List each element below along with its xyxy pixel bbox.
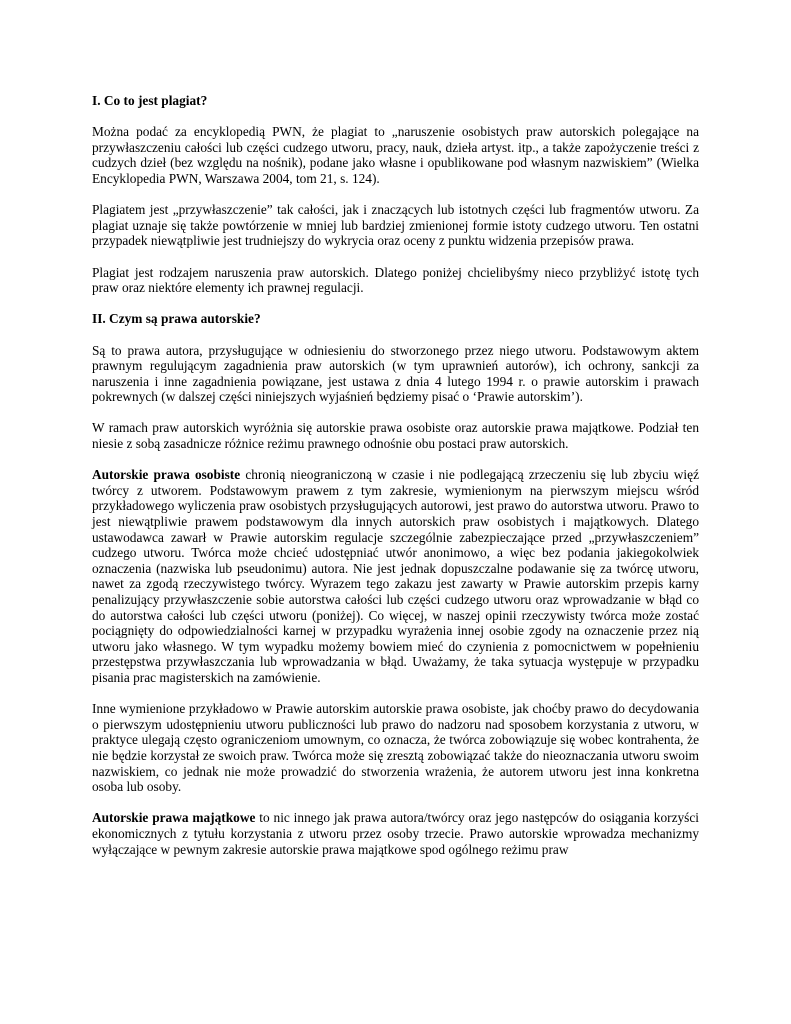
document-page bbox=[92, 93, 699, 873]
section-2-paragraph-definition: Są to prawa autora, przysługujące w odniesieniu do stworzonego przez niego utworu. Podstawowym aktem prawnym regulującym zagadnienia praw autorskich (w tym uprawnień autorów), ich ochrony, sankcji za naruszenia i inne zagadnienia powiązane, jest ustawa z dnia 4 lutego 1994 r. o prawie autorskim i prawach pokrewnych (w dalszej części niniejszych wyjaśnień będziemy pisać o ‘Prawie autorskim’). bbox=[92, 342, 699, 405]
section-2-paragraph-other-rights: Inne wymienione przykładowo w Prawie autorskim autorskie prawa osobiste, jak choćby prawo do decydowania o pierwszym udostępnieniu utworu publiczności lub prawo do nadzoru nad sposobem korzystania z utworu, w praktyce ulegają często ograniczeniom umownym, co oznacza, że twórca zobowiązuje się wobec kontrahenta, że nie będzie korzystał ze swoich praw. Twórca może się zresztą zobowiązać także do nieoznaczania utworu swoim nazwiskiem, co jednak nie może prowadzić do stworzenia wrażenia, że autorem utworu jest inna konkretna osoba lub osoby. bbox=[92, 701, 699, 795]
section-1-paragraph-scope: Plagiatem jest „przywłaszczenie” tak całości, jak i znaczących lub istotnych części lub fragmentów utworu. Za plagiat uznaje się także powtórzenie w mniej lub bardziej zmienionej formie istoty cudzego utworu. Ten ostatni przypadek niewątpliwie jest trudniejszy do wykrycia oraz oceny z punktu widzenia przepisów prawa. bbox=[92, 202, 699, 249]
section-1-paragraph-definition: Można podać za encyklopedią PWN, że plagiat to „naruszenie osobistych praw autorskich polegające na przywłaszczeniu całości lub części cudzego utworu, pracy, nauk, dzieła artyst. itp., a także zapożyczenie treści z cudzych dzieł (bez względu na nośnik), podane jako własne i opublikowane pod własnym nazwiskiem” (Wielka Encyklopedia PWN, Warszawa 2004, tom 21, s. 124). bbox=[92, 124, 699, 186]
personal-rights-term: Autorskie prawa osobiste bbox=[92, 467, 241, 483]
section-2-paragraph-division: W ramach praw autorskich wyróżnia się autorskie prawa osobiste oraz autorskie prawa majątkowe. Podział ten niesie z sobą zasadnicze różnice reżimu prawnego odnośnie obu postaci praw autorskich. bbox=[92, 420, 699, 452]
section-1-paragraph-intro: Plagiat jest rodzajem naruszenia praw autorskich. Dlatego poniżej chcielibyśmy nieco przybliżyć istotę tych praw oraz niektóre elementy ich prawnej regulacji. bbox=[92, 264, 699, 296]
section-2-paragraph-personal-rights bbox=[92, 467, 699, 685]
property-rights-text: to nic innego jak prawa autora/twórcy oraz jego następców do osiągania korzyści ekonomicznych z tytułu korzystania z utworu przez osoby trzecie. Prawo autorskie wprowadza mechanizmy wyłączające w pewnym zakresie autorskie prawa majątkowe spod ogólnego reżimu praw bbox=[92, 810, 699, 857]
personal-rights-text: chronią nieograniczoną w czasie i nie podlegającą zrzeczeniu się lub zbyciu więź twórcy z utworem. Podstawowym prawem z tym zakresie, wymienionym na pierwszym miejscu wśród przykładowego wyliczenia praw osobistych przysługujących autorowi, jest prawo do autorstwa utworu. Prawo to jest niewątpliwie prawem podstawowym dla innych autorskich praw osobistych i majątkowych. Dlatego ustawodawca zawarł w Prawie autorskim regulacje szczególnie zabezpieczające przed „przywłaszczeniem” cudzego utworu. Twórca może chcieć udostępniać utwór anonimowo, a więc bez podania jakiegokolwiek oznaczenia (nazwiska lub pseudonimu) autora. Nie jest jednak dopuszczalne podawanie się za twórcę utworu, nawet za zgodą rzeczywistego twórcy. Wyrazem tego zakazu jest zawarty w Prawie autorskim przepis karny penalizujący przywłaszczenie sobie autorstwa całości lub części cudzego utworu oraz wprowadzanie w błąd co do autorstwa całości lub części utworu (poniżej). Co więcej, w naszej opinii rzeczywisty twórca może zostać pociągnięty do odpowiedzialności karnej w przypadku wyrażenia innej osobie zgody na oznaczenie przez nią utworu jako własnego. W tym wypadku możemy bowiem mieć do czynienia z pomocnictwem w popełnieniu przestępstwa przywłaszczania lub wprowadzania w błąd. Uważamy, że taka sytuacja występuje w przypadku pisania prac magisterskich na zamówienie. bbox=[92, 467, 699, 685]
section-2-paragraph-property-rights bbox=[92, 810, 699, 857]
section-1-heading: I. Co to jest plagiat? bbox=[92, 93, 208, 108]
section-2-heading: II. Czym są prawa autorskie? bbox=[92, 311, 261, 327]
property-rights-term: Autorskie prawa majątkowe bbox=[92, 810, 256, 826]
